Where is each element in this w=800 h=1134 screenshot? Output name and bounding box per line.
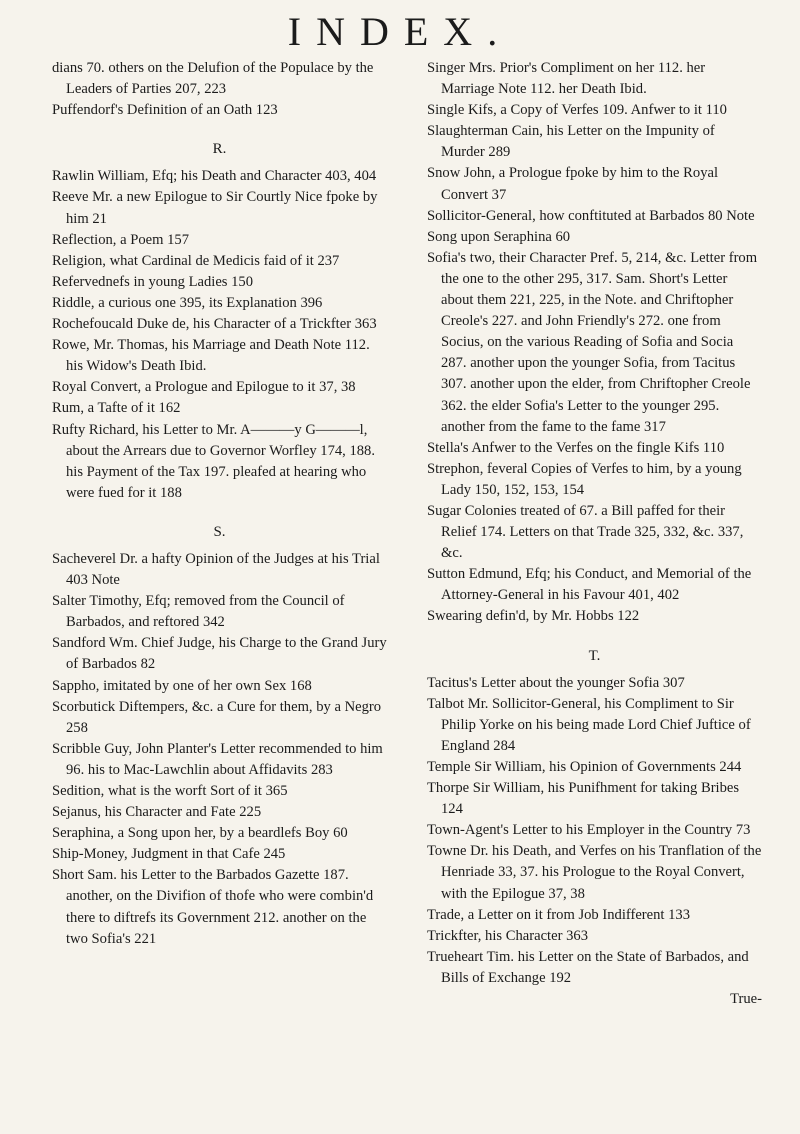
index-entry: Sofia's two, their Character Pref. 5, 214, &c. Letter from the one to the other 295, 317. Sam. Short's Letter about them 221, 225, in the Note. and Chriftopher Creole's 227. and John Friendly's 272. one from Socius, on the various Reading of Sofia and Socia 287. another upon the younger Sofia, from Tacitus 307. another upon the elder, from Chriftopher Creole 362. the elder Sofia's Letter to the younger 295. another from the fame to the fame 317 [427, 249, 758, 435]
index-entry: Sappho, imitated by one of her own Sex 168 [52, 677, 312, 694]
index-entry: Thorpe Sir William, his Punifhment for taking Bribes 124 [427, 780, 740, 818]
index-entry: Tacitus's Letter about the younger Sofia 307 [427, 674, 685, 691]
section-letter: R. [212, 141, 227, 158]
section-letter: T. [588, 647, 601, 664]
index-entry: Sugar Colonies treated of 67. a Bill paffed for their Relief 174. Letters on that Trade 325, 332, &c. 337, &c. [427, 502, 744, 562]
index-entry: Sedition, what is the worft Sort of it 365 [52, 783, 288, 799]
index-entry: Talbot Mr. Sollicitor-General, his Compliment to Sir Philip Yorke on his being made Lord Chief Juftice of England 284 [427, 695, 751, 754]
index-entry: Rufty Richard, his Letter to Mr. A———y G———l, about the Arrears due to Governor Worfley 174, 188. his Payment of the Tax 197. pleafed at hearing who were fued for it 188 [52, 421, 375, 501]
index-entry: Rowe, Mr. Thomas, his Marriage and Death Note 112. his Widow's Death Ibid. [52, 337, 370, 375]
index-entry: Snow John, a Prologue fpoke by him to the Royal Convert 37 [427, 165, 719, 203]
index-entry: Sandford Wm. Chief Judge, his Charge to the Grand Jury of Barbados 82 [52, 635, 387, 673]
index-entry: Singer Mrs. Prior's Compliment on her 112. her Marriage Note 112. her Death Ibid. [427, 60, 706, 98]
index-entry: Reflection, a Poem 157 [52, 231, 189, 248]
index-entry: Rochefoucald Duke de, his Character of a Trickfter 363 [52, 316, 377, 333]
page-title: INDEX. [287, 9, 513, 54]
index-entry: Short Sam. his Letter to the Barbados Gazette 187. another, on the Divifion of thofe who were combin'd there to diftrefs its Government 212. another on the two Sofia's 221 [52, 867, 374, 947]
index-entry: Trade, a Letter on it from Job Indifferent 133 [427, 906, 691, 923]
index-entry: Sollicitor-General, how conftituted at Barbados 80 Note [427, 207, 755, 224]
index-entry: Sutton Edmund, Efq; his Conduct, and Memorial of the Attorney-General in his Favour 401, 402 [427, 566, 752, 604]
index-entry: Rum, a Tafte of it 162 [52, 400, 181, 417]
index-entry: Salter Timothy, Efq; removed from the Council of Barbados, and reftored 342 [52, 593, 345, 631]
index-entry: Riddle, a curious one 395, its Explanation 396 [52, 294, 323, 311]
index-entry: Reeve Mr. a new Epilogue to Sir Courtly Nice fpoke by him 21 [52, 189, 378, 227]
index-entry: Royal Convert, a Prologue and Epilogue to it 37, 38 [52, 379, 356, 396]
index-entry: Towne Dr. his Death, and Verfes on his Tranflation of the Henriade 33, 37. his Prologue to the Royal Convert, with the Epilogue 37, 38 [427, 843, 762, 902]
index-entry: Town-Agent's Letter to his Employer in the Country 73 [427, 822, 751, 839]
index-entry: Refervednefs in young Ladies 150 [52, 273, 254, 290]
index-entry: dians 70. others on the Delufion of the Populace by the Leaders of Parties 207, 223 [52, 60, 374, 98]
index-entry: Scribble Guy, John Planter's Letter recommended to him 96. his to Mac-Lawchlin about Affidavits 283 [52, 740, 383, 778]
right-column [427, 58, 762, 1010]
index-entry: Rawlin William, Efq; his Death and Character 403, 404 [52, 168, 377, 185]
index-entry: Stella's Anfwer to the Verfes on the fingle Kifs 110 [427, 439, 725, 456]
index-entry: Ship-Money, Judgment in that Cafe 245 [52, 846, 286, 863]
catchword: True- [730, 991, 762, 1008]
index-entry: Single Kifs, a Copy of Verfes 109. Anfwer to it 110 [427, 102, 727, 119]
index-entry: Strephon, feveral Copies of Verfes to him, by a young Lady 150, 152, 153, 154 [427, 460, 742, 498]
index-entry: Sacheverel Dr. a hafty Opinion of the Judges at his Trial 403 Note [52, 550, 380, 589]
index-entry: Scorbutick Diftempers, &c. a Cure for them, by a Negro 258 [52, 698, 382, 736]
index-entry: Puffendorf's Definition of an Oath 123 [52, 102, 278, 119]
index-entry: Trueheart Tim. his Letter on the State of Barbados, and Bills of Exchange 192 [427, 948, 749, 986]
index-entry: Swearing defin'd, by Mr. Hobbs 122 [427, 608, 640, 625]
left-column [52, 58, 387, 950]
index-entry: Temple Sir William, his Opinion of Governments 244 [427, 759, 742, 775]
section-letter: S. [213, 523, 226, 540]
index-entry: Song upon Seraphina 60 [427, 228, 571, 245]
index-entry: Religion, what Cardinal de Medicis faid of it 237 [52, 252, 340, 269]
index-entry: Slaughterman Cain, his Letter on the Impunity of Murder 289 [427, 123, 715, 161]
index-entry: Seraphina, a Song upon her, by a beardlefs Boy 60 [52, 825, 348, 842]
index-entry: Trickfter, his Character 363 [427, 927, 588, 944]
index-entry: Sejanus, his Character and Fate 225 [52, 804, 262, 821]
